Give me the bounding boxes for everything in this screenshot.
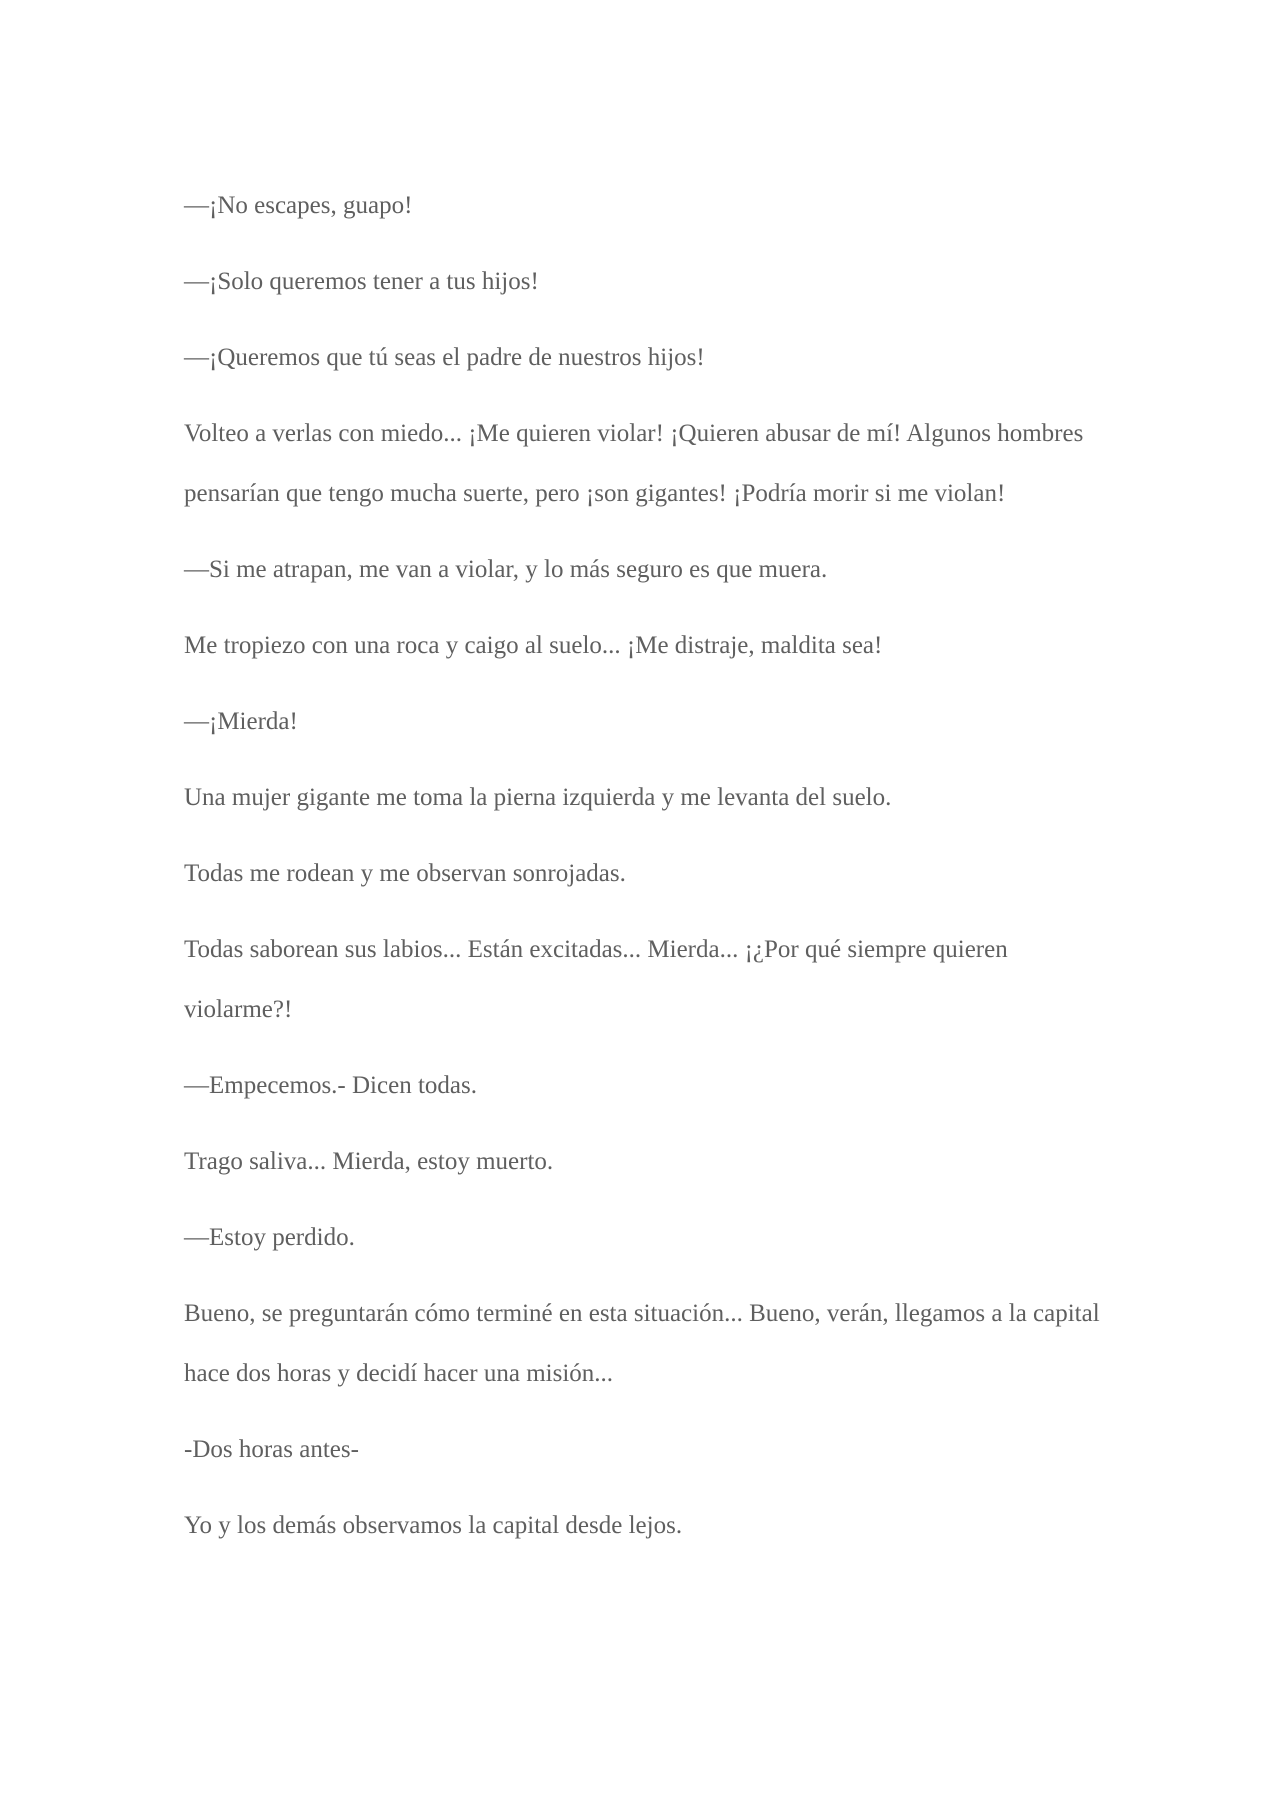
paragraph-11: —Empecemos.- Dicen todas.	[184, 1072, 477, 1099]
paragraph-4: Volteo a verlas con miedo... ¡Me quieren violar! ¡Quieren abusar de mí! Algunos hombres pensarían que tengo mucha suerte, pero ¡son gigantes! ¡Podría morir si me violan!	[184, 420, 1084, 507]
paragraph-14: Bueno, se preguntarán cómo terminé en esta situación... Bueno, verán, llegamos a la capital hace dos horas y decidí hacer una misión...	[184, 1300, 1100, 1387]
paragraph-6: Me tropiezo con una roca y caigo al suelo... ¡Me distraje, maldita sea!	[184, 632, 883, 659]
paragraph-5: —Si me atrapan, me van a violar, y lo más seguro es que muera.	[184, 556, 828, 583]
story-text-body	[184, 176, 1104, 1572]
paragraph-9: Todas me rodean y me observan sonrojadas.	[184, 860, 626, 887]
paragraph-1: —¡No escapes, guapo!	[184, 192, 413, 219]
paragraph-7: —¡Mierda!	[184, 708, 298, 735]
paragraph-10: Todas saborean sus labios... Están excitadas... Mierda... ¡¿Por qué siempre quieren violarme?!	[184, 936, 1008, 1023]
paragraph-15: -Dos horas antes-	[184, 1436, 359, 1463]
paragraph-8: Una mujer gigante me toma la pierna izquierda y me levanta del suelo.	[184, 784, 892, 811]
paragraph-12: Trago saliva... Mierda, estoy muerto.	[184, 1148, 554, 1175]
paragraph-13: —Estoy perdido.	[184, 1224, 355, 1251]
paragraph-16: Yo y los demás observamos la capital desde lejos.	[184, 1512, 683, 1539]
paragraph-2: —¡Solo queremos tener a tus hijos!	[184, 268, 539, 295]
paragraph-3: —¡Queremos que tú seas el padre de nuestros hijos!	[184, 344, 705, 371]
